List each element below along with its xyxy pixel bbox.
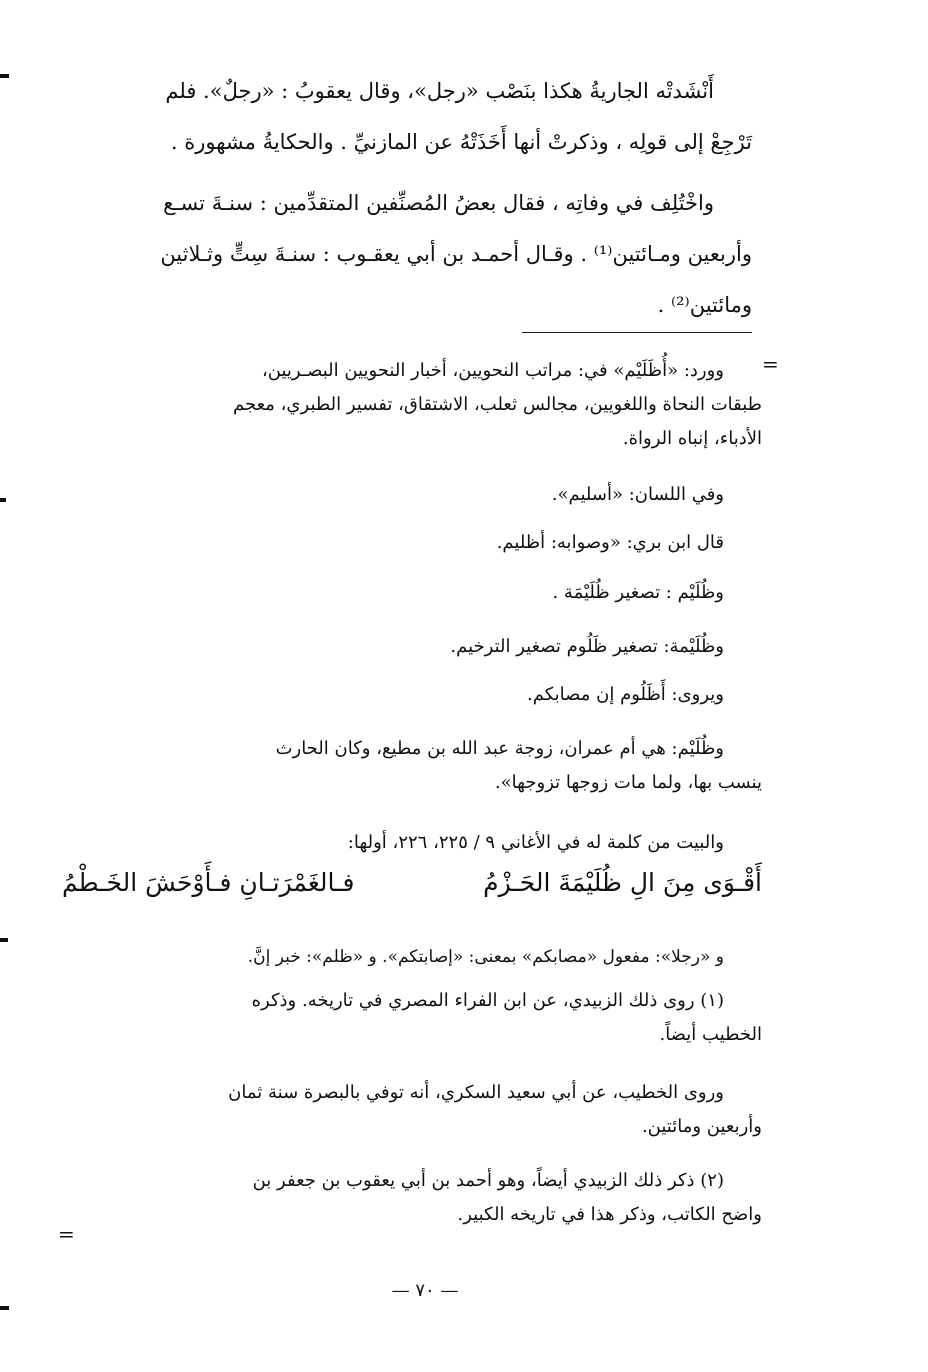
margin-mark xyxy=(0,498,6,502)
poem-verse xyxy=(62,868,762,924)
footnote-line xyxy=(62,576,762,610)
footnote-line xyxy=(62,526,762,560)
footnote-line xyxy=(62,826,762,860)
text-line: طبقات النحاة واللغويين، مجالس ثعلب، الاشتقاق، تفسير الطبري، معجم xyxy=(232,394,762,415)
footnote-line xyxy=(62,630,762,664)
text-line: و «رجلا»: مفعول «مصابكم» بمعنى: «إصابتكم». و «ظلم»: خبر إنَّ. xyxy=(247,947,724,967)
continuation-marker: = xyxy=(762,352,779,376)
text-line: والبيت من كلمة له في الأغاني ٩ / ٢٢٥، ٢٢٦، أولها: xyxy=(347,832,724,853)
text-line: ومائتين⁽²⁾ . xyxy=(657,293,752,317)
text-line: ينسب بها، ولما مات زوجها تزوجها». xyxy=(494,772,762,793)
footnote-1 xyxy=(62,984,762,1052)
text-line: وفي اللسان: «أسليم». xyxy=(551,484,724,505)
verse-second-hemistich: فـالغَمْرَتـانِ فـأَوْحَشَ الخَـطْمُ xyxy=(62,868,355,897)
footnote-line xyxy=(62,478,762,512)
page-number: — ٧٠ — xyxy=(391,1280,459,1301)
end-marker: = xyxy=(58,1222,75,1246)
verse-first-hemistich: أَقْـوَى مِنَ الِ ظُلَيْمَةَ الحَـزْمُ xyxy=(483,868,762,897)
text-line: الخطيب أيضاً. xyxy=(659,1024,762,1045)
text-line: واضح الكاتب، وذكر هذا في تاريخه الكبير. xyxy=(457,1204,762,1225)
text-line: وأربعين ومـائتين⁽¹⁾ . وقـال أحمـد بن أبي يعقـوب : سنـةَ سِتٍّ وثـلاثين xyxy=(160,242,752,266)
text-line: واخْتُلِف في وفاتِه ، فقال بعضُ المُصنِّفين المتقدِّمين : سنـةَ تسـع xyxy=(163,191,714,215)
text-line: قال ابن بري: «وصوابه: أظليم. xyxy=(496,532,724,553)
main-paragraph-1 xyxy=(62,66,752,168)
margin-mark xyxy=(0,1306,9,1310)
text-line: وأربعين ومائتين. xyxy=(641,1116,762,1137)
footnote-separator xyxy=(522,332,752,333)
footnote-line xyxy=(62,678,762,712)
margin-mark xyxy=(0,938,8,942)
footnote-line xyxy=(62,940,762,974)
text-line: ويروى: أَظَلُوم إن مصابكم. xyxy=(527,684,724,705)
main-paragraph-2 xyxy=(62,178,752,331)
text-line: وظُلَيْم : تصغير ظُلَيْمَة . xyxy=(552,582,724,603)
text-line: تَرْجِعْ إلى قولِه ، وذكرتْ أنها أَخَذَتْهُ عن المازنيِّ . والحكايةُ مشهورة . xyxy=(170,130,752,154)
text-line: أَنْشَدتْه الجاريةُ هكذا بنَصْب «رجل»، وقال يعقوبُ : «رجلٌ». فلم xyxy=(165,79,714,103)
text-line: الأدباء، إنباه الرواة. xyxy=(622,428,762,449)
margin-mark xyxy=(0,74,9,78)
footnote-block-1 xyxy=(62,354,762,456)
text-line: (٢) ذكر ذلك الزبيدي أيضاً، وهو أحمد بن أبي يعقوب بن جعفر بن xyxy=(252,1170,724,1191)
footnote-1-continued xyxy=(62,1076,762,1144)
text-line: وظُلَيْمة: تصغير ظَلُوم تصغير الترخيم. xyxy=(450,636,724,657)
text-line: وروى الخطيب، عن أبي سعيد السكري، أنه توفي بالبصرة سنة ثمان xyxy=(228,1082,724,1103)
text-line: وورد: «أُظَلَيْم» في: مراتب النحويين، أخبار النحويين البصـريين، xyxy=(261,360,724,381)
text-line: (١) روى ذلك الزبيدي، عن ابن الفراء المصري في تاريخه. وذكره xyxy=(251,990,724,1011)
footnote-2 xyxy=(62,1164,762,1232)
footnote-block-2 xyxy=(62,732,762,800)
text-line: وظُلَيْم: هي أم عمران، زوجة عبد الله بن مطيع، وكان الحارث xyxy=(275,738,724,759)
